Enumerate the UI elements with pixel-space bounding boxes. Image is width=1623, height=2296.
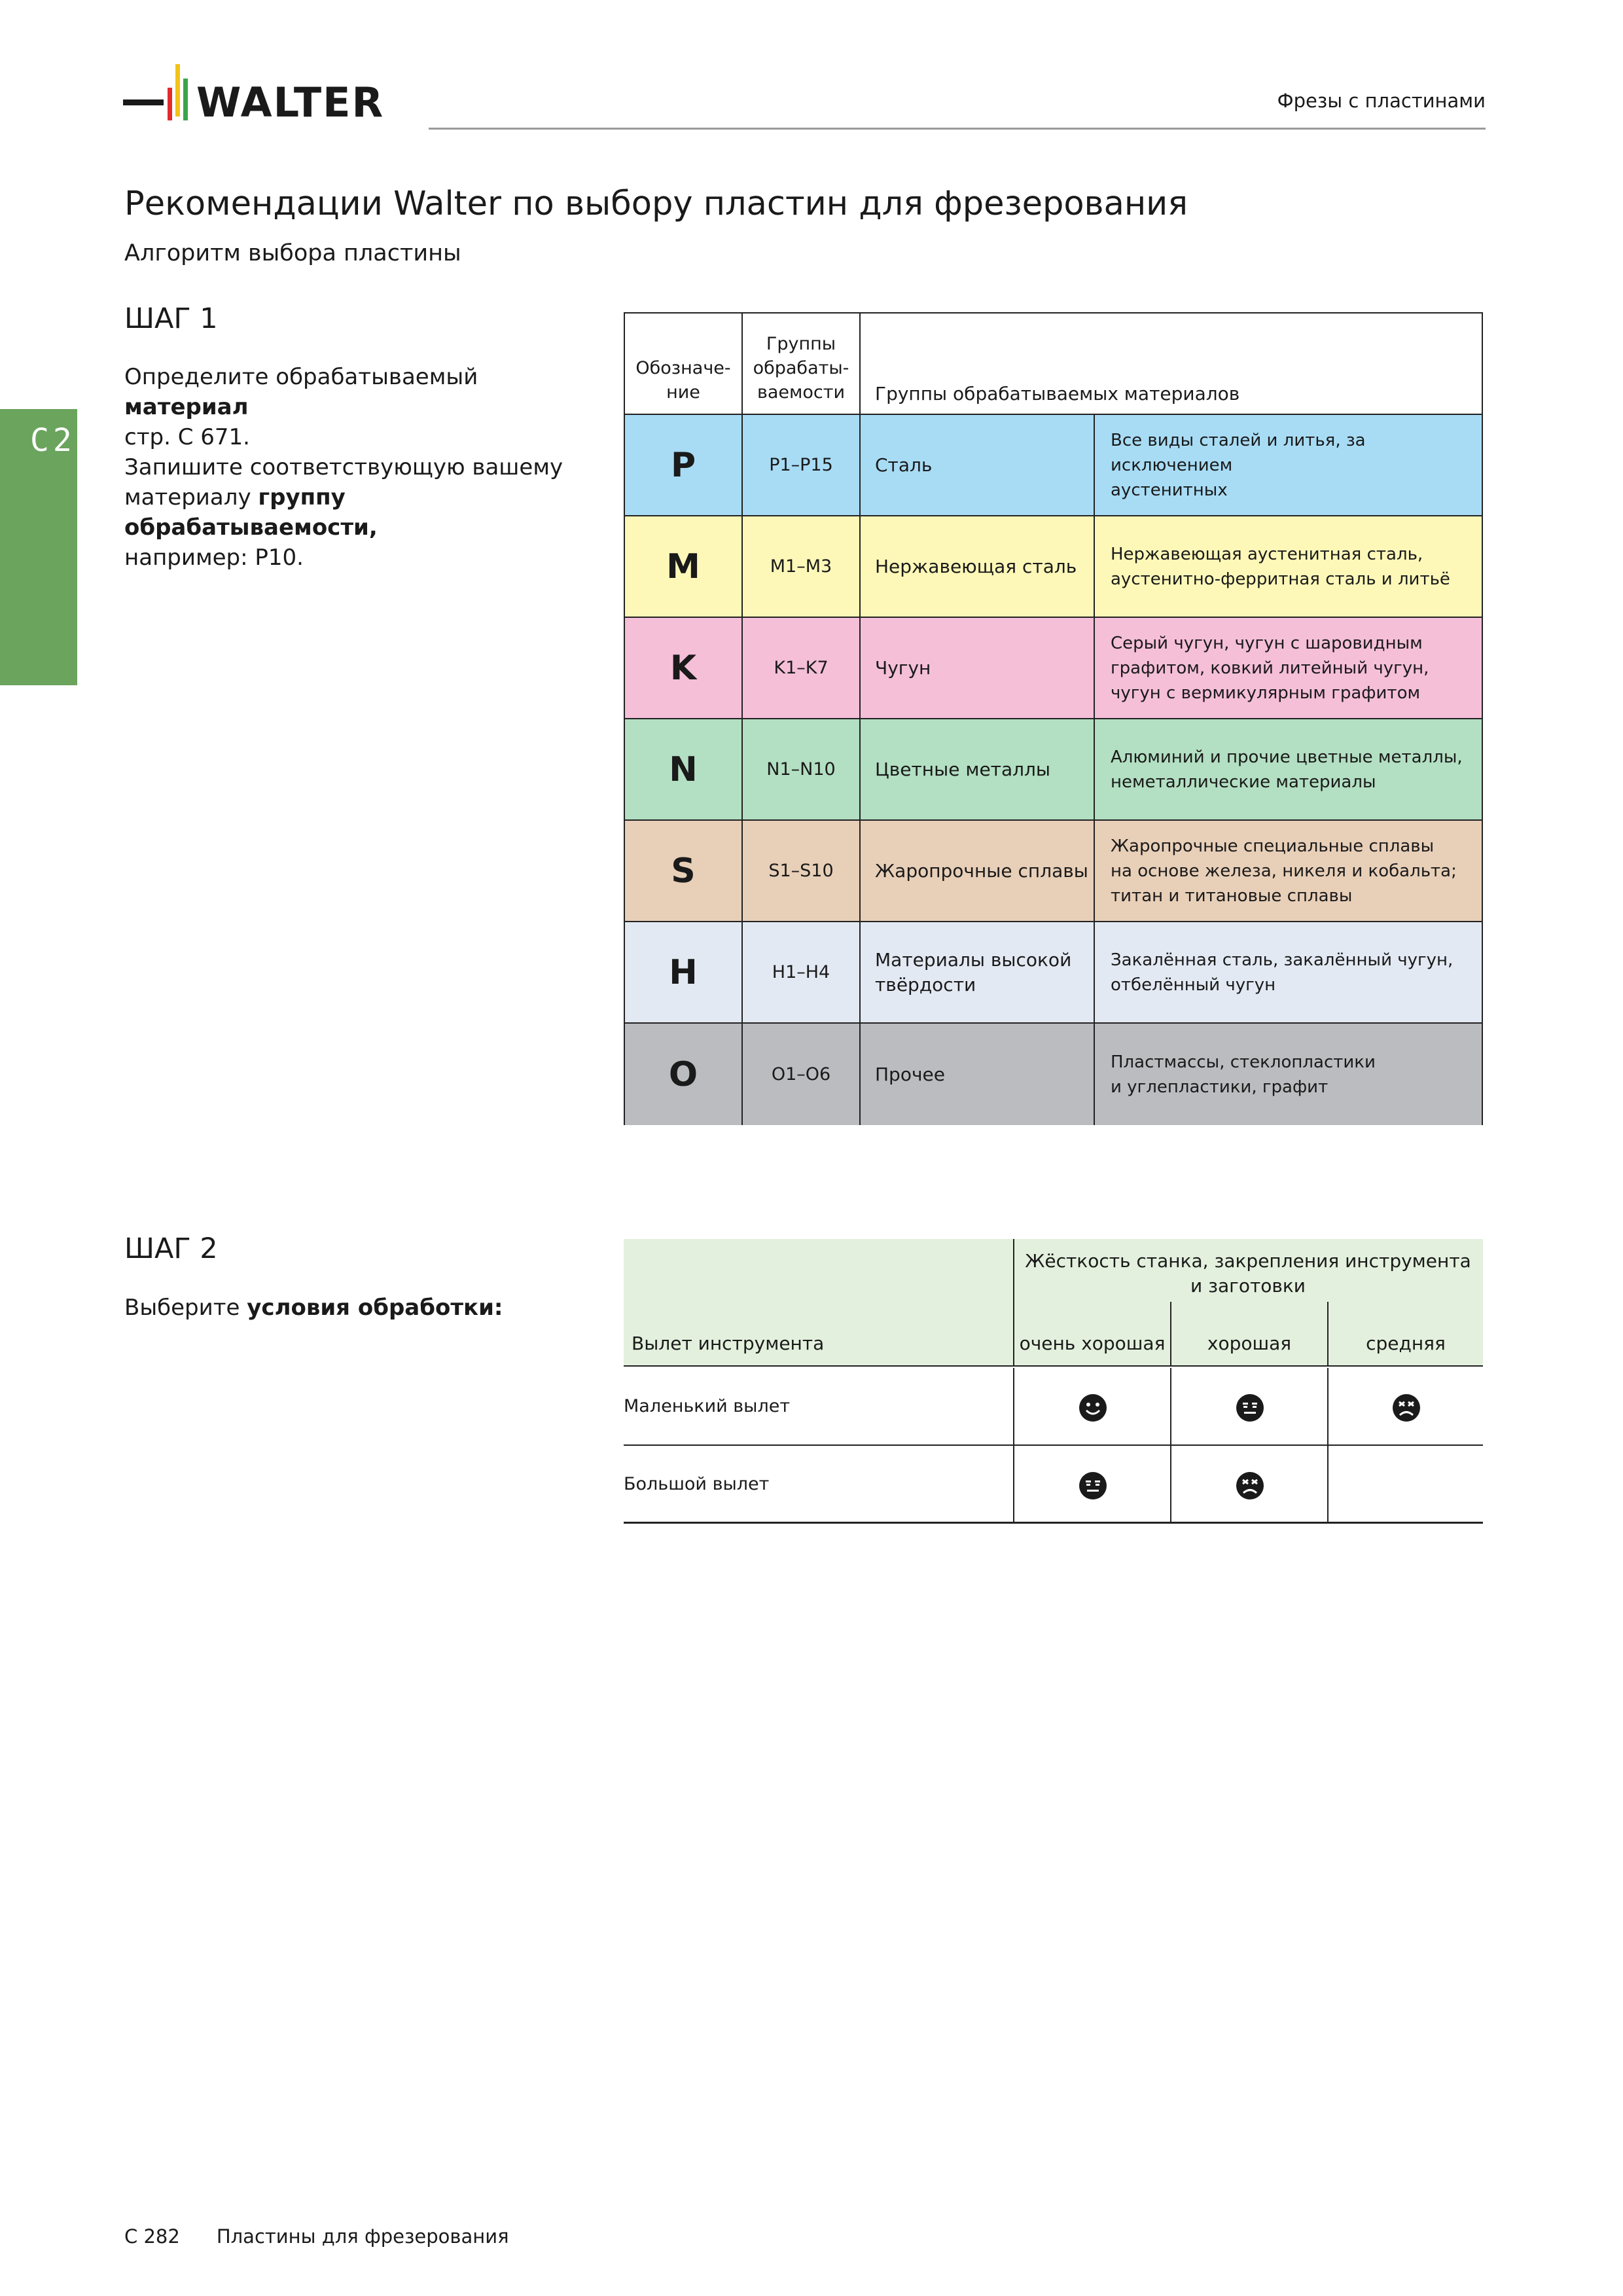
- material-name-cell: [861, 922, 1095, 1022]
- header-materials: [861, 314, 1484, 414]
- material-code: O: [668, 1054, 698, 1094]
- step1-title: ШАГ 1: [124, 302, 218, 335]
- material-range: P1–P15: [769, 455, 833, 475]
- material-name-cell: [861, 618, 1095, 718]
- material-row: [625, 922, 1482, 1024]
- material-desc-line1: Серый чугун, чугун с шаровидным: [1111, 633, 1423, 653]
- material-desc-line1: Пластмассы, стеклопластики: [1111, 1052, 1376, 1072]
- step1-p1-text: Определите обрабатываемый: [124, 364, 478, 390]
- row-divider: [1013, 1368, 1014, 1444]
- material-row: [625, 415, 1482, 516]
- material-code-cell: [625, 415, 743, 515]
- header-designation-line1: Обозначе-: [635, 358, 731, 378]
- material-desc-line2: графитом, ковкий литейный чугун,: [1111, 658, 1429, 678]
- step1-paragraph-2: [124, 452, 582, 573]
- row-divider: [1170, 1446, 1171, 1522]
- material-name-line1: Жаропрочные сплавы: [875, 859, 1088, 882]
- header-designation-line2: ние: [666, 382, 700, 403]
- header-designation: [625, 314, 743, 414]
- material-code: K: [669, 648, 697, 688]
- material-code: H: [669, 952, 698, 992]
- material-desc-cell: [1095, 618, 1484, 718]
- material-range: M1–M3: [770, 556, 832, 577]
- walter-logo: [123, 59, 398, 131]
- material-name-line1: Материалы высокой: [875, 948, 1072, 971]
- step1-p1-bold: материал: [124, 394, 249, 420]
- material-desc-line1: Закалённая сталь, закалённый чугун,: [1111, 950, 1454, 970]
- material-name-cell: [861, 1024, 1095, 1125]
- neutral-face-icon: [1079, 1471, 1107, 1500]
- material-code: M: [666, 547, 700, 586]
- material-desc-line3: титан и титановые сплавы: [1111, 886, 1353, 906]
- chapter-tab: [0, 409, 77, 685]
- footer-text: Пластины для фрезерования: [216, 2225, 509, 2248]
- conditions-table-header: [624, 1239, 1483, 1367]
- material-range: O1–O6: [771, 1064, 831, 1085]
- step1-p2-example: например: Р10.: [124, 545, 304, 571]
- material-row: [625, 516, 1482, 618]
- material-row: [625, 719, 1482, 821]
- material-desc-cell: [1095, 516, 1484, 617]
- material-desc-cell: [1095, 719, 1484, 819]
- material-table-header: [625, 314, 1482, 415]
- section-title: Фрезы с пластинами: [1277, 90, 1486, 112]
- step2-text: Выберите: [124, 1295, 247, 1321]
- overhang-label: Маленький вылет: [624, 1396, 791, 1416]
- material-range: N1–N10: [766, 759, 836, 780]
- step2-title: ШАГ 2: [124, 1232, 218, 1265]
- conditions-row: [624, 1446, 1483, 1524]
- material-code-cell: [625, 618, 743, 718]
- material-desc-line1: Алюминий и прочие цветные металлы,: [1111, 747, 1463, 767]
- material-code-cell: [625, 1024, 743, 1125]
- material-range-cell: [743, 516, 861, 617]
- header-groups-line3: ваемости: [757, 382, 846, 403]
- material-name-line1: Чугун: [875, 656, 931, 679]
- material-row: [625, 821, 1482, 922]
- header-rule: [429, 128, 1486, 130]
- row-divider: [1170, 1368, 1171, 1444]
- material-code: S: [671, 851, 696, 891]
- material-code-cell: [625, 821, 743, 921]
- material-name-cell: [861, 719, 1095, 819]
- header-very-good: очень хорошая: [1019, 1333, 1166, 1354]
- material-desc-cell: [1095, 415, 1484, 515]
- sad-face-icon: [1392, 1393, 1421, 1422]
- material-name-line1: Цветные металлы: [875, 758, 1051, 780]
- conditions-row: [624, 1368, 1483, 1446]
- header-divider: [1170, 1302, 1171, 1367]
- material-desc-line3: чугун с вермикулярным графитом: [1111, 683, 1421, 703]
- material-desc-cell: [1095, 821, 1484, 921]
- material-range-cell: [743, 821, 861, 921]
- material-desc-line2: на основе железа, никеля и кобальта;: [1111, 861, 1457, 881]
- material-range: H1–H4: [772, 962, 830, 982]
- material-desc-line1: Нержавеющая аустенитная сталь,: [1111, 544, 1423, 564]
- step1-p2-line1: Запишите соответствующую вашему: [124, 454, 563, 480]
- material-code-cell: [625, 719, 743, 819]
- material-desc-line1: Жаропрочные специальные сплавы: [1111, 836, 1435, 856]
- material-row: [625, 618, 1482, 719]
- step1-p1-page-ref: стр. С 671.: [124, 424, 250, 450]
- material-desc-line2: аустенитных: [1111, 480, 1228, 500]
- page-title: Рекомендации Walter по выбору пластин для фрезерования: [124, 185, 1188, 223]
- material-code: P: [670, 445, 696, 485]
- page-subtitle: Алгоритм выбора пластины: [124, 240, 461, 266]
- material-code-cell: [625, 922, 743, 1022]
- row-divider: [1327, 1446, 1329, 1522]
- material-range-cell: [743, 922, 861, 1022]
- neutral-face-icon: [1236, 1393, 1264, 1422]
- logo-wordmark: WALTER: [196, 79, 385, 126]
- material-desc-line2: и углепластики, графит: [1111, 1077, 1329, 1097]
- material-desc-line2: неметаллические материалы: [1111, 772, 1376, 792]
- page-number: C 282: [124, 2225, 180, 2248]
- header-rigidity-group: [1013, 1249, 1483, 1299]
- header-rigidity-line1: Жёсткость станка, закрепления инструмента: [1025, 1250, 1471, 1272]
- step2-bold: условия обработки:: [247, 1295, 503, 1321]
- header-good: хорошая: [1207, 1333, 1292, 1354]
- row-divider: [1013, 1446, 1014, 1522]
- material-name-line1: Прочее: [875, 1063, 945, 1085]
- chapter-tab-label: C2: [30, 422, 76, 459]
- step2-paragraph: [124, 1293, 582, 1323]
- material-name-line1: Нержавеющая сталь: [875, 555, 1077, 577]
- happy-face-icon: [1079, 1393, 1107, 1422]
- material-desc-line2: отбелённый чугун: [1111, 975, 1276, 995]
- header-groups: [743, 314, 861, 414]
- step1-p2-bold: группу обрабатываемости,: [124, 484, 378, 541]
- material-code-cell: [625, 516, 743, 617]
- material-range-cell: [743, 618, 861, 718]
- material-name-cell: [861, 415, 1095, 515]
- material-row: [625, 1024, 1482, 1125]
- header-divider: [1013, 1239, 1014, 1367]
- material-name-line2: твёрдости: [875, 973, 976, 996]
- material-range-cell: [743, 719, 861, 819]
- header-groups-line2: обрабаты-: [753, 358, 849, 378]
- step1-paragraph-1: [124, 362, 582, 452]
- material-desc-cell: [1095, 922, 1484, 1022]
- row-divider: [1327, 1368, 1329, 1444]
- material-range: K1–K7: [774, 658, 829, 678]
- material-code: N: [669, 749, 698, 789]
- material-range-cell: [743, 415, 861, 515]
- header-materials-label: Группы обрабатываемых материалов: [875, 383, 1240, 404]
- header-medium: средняя: [1366, 1333, 1446, 1354]
- material-desc-line2: аустенитно-ферритная сталь и литьё: [1111, 569, 1450, 589]
- material-name-cell: [861, 821, 1095, 921]
- header-overhang: Вылет инструмента: [632, 1333, 825, 1354]
- header-divider: [1327, 1302, 1329, 1367]
- material-name-line1: Сталь: [875, 454, 933, 476]
- header-groups-line1: Группы: [766, 334, 836, 354]
- material-desc-cell: [1095, 1024, 1484, 1125]
- step1-p2-text: материалу: [124, 484, 259, 511]
- header-rigidity-line2: и заготовки: [1190, 1275, 1306, 1297]
- material-groups-table: [624, 312, 1483, 1125]
- material-range: S1–S10: [768, 861, 834, 881]
- overhang-label: Большой вылет: [624, 1473, 770, 1494]
- material-range-cell: [743, 1024, 861, 1125]
- material-desc-line1: Все виды сталей и литья, за исключением: [1111, 430, 1366, 475]
- conditions-table: [624, 1239, 1483, 1523]
- page-footer: [124, 2225, 509, 2248]
- sad-face-icon: [1236, 1471, 1264, 1500]
- material-name-cell: [861, 516, 1095, 617]
